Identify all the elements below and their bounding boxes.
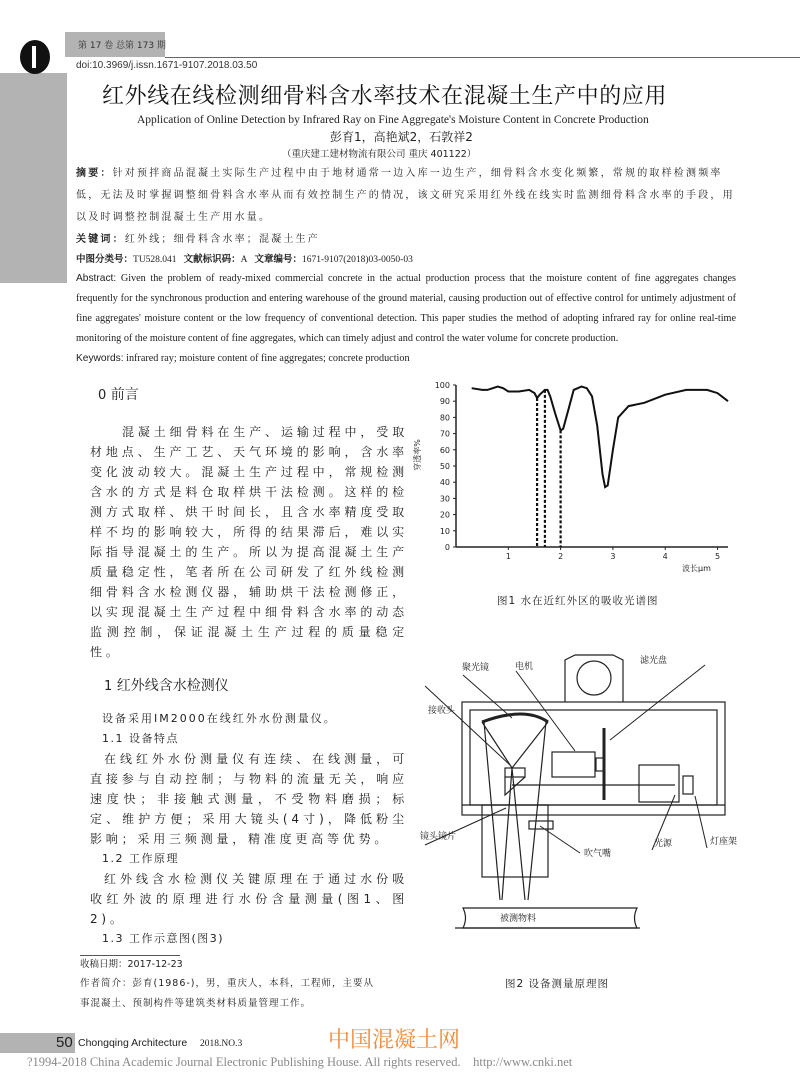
keywords-text: 红外线；细骨料含水率；混凝土生产 bbox=[124, 234, 321, 245]
lamp-holder bbox=[683, 776, 693, 794]
subsection-1-1: 1.1 设备特点 bbox=[102, 732, 179, 745]
material-band bbox=[463, 908, 637, 928]
x-tick-label: 2 bbox=[558, 552, 564, 561]
y-tick-label: 100 bbox=[434, 381, 450, 390]
y-tick-label: 70 bbox=[439, 429, 450, 439]
motor-box bbox=[552, 752, 595, 777]
issue-info: 第 17 卷 总第 173 期 bbox=[78, 41, 166, 51]
doi: doi:10.3969/j.issn.1671-9107.2018.03.50 bbox=[76, 60, 258, 71]
inner-case bbox=[470, 710, 717, 805]
label-condenser: 聚光镜 bbox=[462, 663, 490, 673]
x-tick-label: 1 bbox=[505, 552, 511, 561]
section-1-intro: 设备采用IM2000在线红外水份测量仪。 bbox=[102, 712, 337, 725]
subsection-1-2-paragraph: 红外线含水检测仪关键原理在于通过水份吸收红外波的原理进行水份含量测量(图1、图2)。 bbox=[90, 872, 408, 926]
y-tick-label: 50 bbox=[439, 462, 450, 471]
y-tick-label: 10 bbox=[439, 526, 450, 536]
figure-2-caption: 图2 设备测量原理图 bbox=[505, 978, 610, 990]
x-tick-label: 5 bbox=[714, 552, 721, 561]
section-title: 前言 bbox=[110, 387, 139, 403]
doc-value: A bbox=[240, 255, 248, 265]
subsection-1-3: 1.3 工作示意图(图3) bbox=[102, 932, 225, 945]
outer-case bbox=[462, 702, 725, 815]
y-tick-label: 30 bbox=[439, 494, 450, 504]
x-tick-label: 3 bbox=[610, 552, 616, 561]
y-axis-label: 穿透率% bbox=[413, 439, 422, 471]
receiver bbox=[505, 768, 525, 777]
keywords-label: 关键词： bbox=[76, 234, 125, 245]
x-tick-label: 4 bbox=[662, 552, 668, 561]
y-tick-label: 20 bbox=[439, 510, 450, 520]
y-tick-label: 40 bbox=[439, 478, 450, 488]
keywords-en-label: Keywords: bbox=[76, 353, 124, 364]
section-0-paragraph: 混凝土细骨料在生产、运输过程中，受取材地点、生产工艺、天气环境的影响，含水率变化波动较大。混凝土生产过程中，常规检测含水的方式是料仓取样烘干法检测。这样的检测方式取样、烘干时间长，且含水率精度受取样不均的影响较大，所得的结果滞后，难以实际指导混凝土的生产。所以为提高混凝土生产质量稳定性，笔者所在公司研发了红外线检测细骨料含水检测仪器，辅助烘干法检测修正，以实现混凝土生产过程中细骨料含水率的动态监测控制，保证混凝土生产过程的质量稳定性。 bbox=[90, 425, 408, 659]
label-filter: 滤光盘 bbox=[640, 656, 668, 666]
top-window bbox=[577, 661, 611, 695]
air-nozzle bbox=[529, 821, 553, 829]
y-tick-label: 90 bbox=[439, 397, 450, 407]
title-cn: 红外线在线检测细骨料含水率技术在混凝土生产中的应用 bbox=[102, 84, 668, 109]
label-light: 光源 bbox=[654, 839, 673, 849]
article-value: 1671-9107(2018)03-0050-03 bbox=[302, 255, 413, 265]
affiliation: （重庆建工建材物流有限公司 重庆 401122） bbox=[282, 149, 477, 160]
watermark: 中国混凝土网 bbox=[328, 1028, 461, 1053]
journal-issue: 2018.NO.3 bbox=[200, 1039, 243, 1049]
author-bio: 作者简介：彭育(1986-)，男，重庆人，本科，工程师，主要从事混凝土、预制构件等建筑类材料质量管理工作。 bbox=[80, 978, 375, 1009]
keywords-en-text: infrared ray; moisture content of fine aggregates; concrete production bbox=[126, 353, 410, 364]
y-tick-label: 60 bbox=[439, 445, 450, 455]
subsection-1-1-paragraph: 在线红外水份测量仪有连续、在线测量，可直接参与自动控制；与物料的流量无关，响应速度快；非接触式测量，不受物料磨损；标定、维护方便；采用大镜头(4寸)，降低粉尘影响；采用三频测量，精准度更高等优势。 bbox=[90, 752, 408, 846]
label-receiver: 接收头 bbox=[428, 706, 456, 716]
y-tick-label: 0 bbox=[444, 543, 450, 552]
class-value: TU528.041 bbox=[133, 255, 177, 265]
section-number: 1 bbox=[104, 679, 113, 694]
figure-1-caption: 图1 水在近红外区的吸收光谱图 bbox=[497, 595, 659, 607]
class-label: 中图分类号： bbox=[76, 254, 134, 265]
condenser-mirror bbox=[482, 714, 548, 722]
authors: 彭育1，高艳斌2，石敦祥2 bbox=[330, 130, 473, 144]
label-holder: 灯座架 bbox=[710, 837, 738, 847]
x-axis-label: 波长μm bbox=[682, 564, 711, 573]
received-date: 收稿日期：2017-12-23 bbox=[80, 959, 183, 970]
section-title: 红外线含水检测仪 bbox=[116, 678, 229, 694]
article-label: 文章编号： bbox=[254, 254, 303, 265]
abstract-en-label: Abstract: bbox=[76, 273, 117, 284]
page-number: 50 bbox=[56, 1034, 73, 1051]
lamp-housing bbox=[639, 765, 679, 802]
label-material: 被测物料 bbox=[500, 914, 537, 924]
label-air: 吹气嘴 bbox=[584, 849, 612, 859]
doc-label: 文献标识码： bbox=[183, 254, 241, 265]
subsection-1-2: 1.2 工作原理 bbox=[102, 852, 179, 865]
title-en: Application of Online Detection by Infrared Ray on Fine Aggregate's Moisture Content in Concrete Production bbox=[137, 114, 649, 126]
journal-name: Chongqing Architecture bbox=[78, 1037, 188, 1049]
copyright: ?1994-2018 China Academic Journal Electronic Publishing House. All rights reserved. http://www.cnki.net bbox=[27, 1055, 573, 1069]
y-tick-label: 80 bbox=[439, 413, 450, 423]
abstract-en-text: Given the problem of ready-mixed commercial concrete in the actual production process that the moisture content of fine aggregates changes frequently for the synchronous production and entering warehouse of the ground material, causing production out of effective control for untimely adjustment of fine aggregates' moisture content or the low frequency of conventional detection. This paper studies the method of adopting infrared ray for online real-time monitoring of the moisture content of fine aggregates, which can timely adjust and control the water volume for concrete production. bbox=[76, 273, 737, 344]
label-lens: 镜头镜片 bbox=[420, 832, 457, 842]
section-number: 0 bbox=[98, 388, 107, 403]
label-motor: 电机 bbox=[515, 662, 534, 672]
abstract-text: 针对预拌商品混凝土实际生产过程中由于地材通常一边入库一边生产，细骨料含水变化频繁，常规的取样检测频率低，无法及时掌握调整细骨料含水率从而有效控制生产的情况，该文研究采用红外线在线实时监测细骨料含水率的手段，用以及时调整控制混凝土生产用水量。 bbox=[76, 168, 735, 223]
abstract-label: 摘要： bbox=[76, 168, 113, 179]
